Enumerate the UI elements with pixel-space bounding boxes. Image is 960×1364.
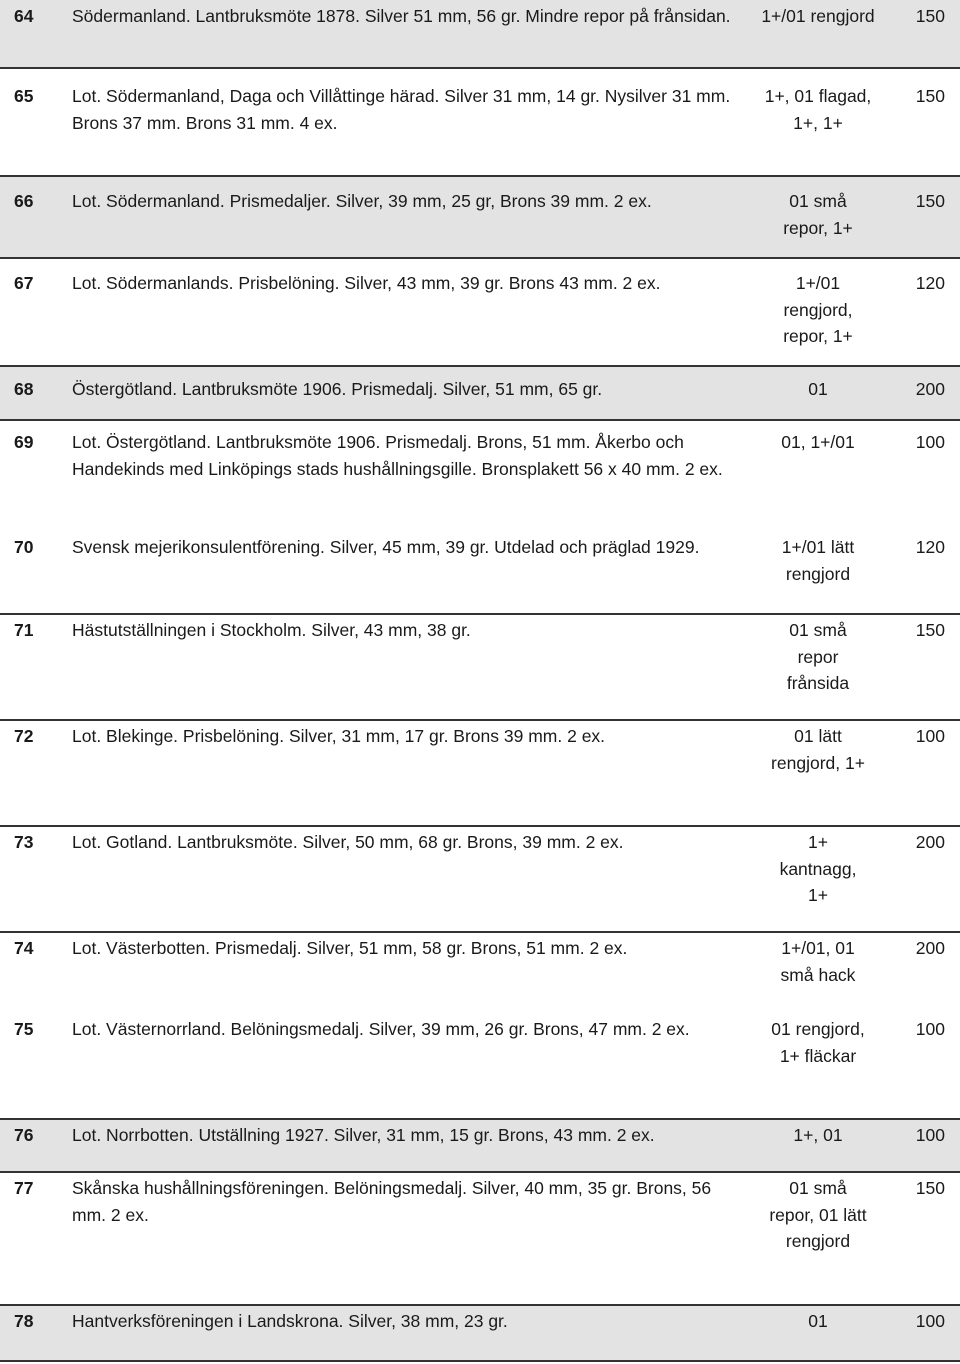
table-row xyxy=(0,721,960,827)
table-row xyxy=(0,827,960,933)
lot-description: Lot. Västerbotten. Prismedalj. Silver, 51 mm, 58 gr. Brons, 51 mm. 2 ex. xyxy=(72,938,628,958)
lot-description: Lot. Gotland. Lantbruksmöte. Silver, 50 mm, 68 gr. Brons, 39 mm. 2 ex. xyxy=(72,832,624,852)
lot-condition: 1+/01 lätt rengjord xyxy=(781,537,855,584)
lot-number: 67 xyxy=(14,273,34,293)
lot-number: 76 xyxy=(14,1125,34,1145)
lot-description: Hantverksföreningen i Landskrona. Silver, 38 mm, 23 gr. xyxy=(72,1311,508,1331)
lot-price: 150 xyxy=(915,191,945,211)
lot-description: Lot. Södermanland, Daga och Villåttinge härad. Silver 31 mm, 14 gr. Nysilver 31 mm. Brons 37 mm. Brons 31 mm. 4 ex. xyxy=(72,86,731,133)
lot-description: Svensk mejerikonsulentförening. Silver, 45 mm, 39 gr. Utdelad och präglad 1929. xyxy=(72,537,700,557)
lot-number: 70 xyxy=(14,537,34,557)
lot-number: 77 xyxy=(14,1178,34,1198)
lot-condition: 1+ kantnagg, 1+ xyxy=(779,832,857,906)
lot-number: 78 xyxy=(14,1311,34,1331)
lot-condition: 01 små repor frånsida xyxy=(786,620,850,694)
lot-price: 150 xyxy=(915,1178,945,1198)
lot-price: 100 xyxy=(915,1019,945,1039)
lot-description: Lot. Norrbotten. Utställning 1927. Silver, 31 mm, 15 gr. Brons, 43 mm. 2 ex. xyxy=(72,1125,655,1145)
lot-price: 100 xyxy=(915,1125,945,1145)
lot-condition: 01 rengjord, 1+ fläckar xyxy=(771,1019,865,1066)
table-row xyxy=(0,1120,960,1173)
table-row xyxy=(0,177,960,259)
lot-condition: 01 xyxy=(808,1311,828,1331)
lot-condition: 01 små repor, 01 lätt rengjord xyxy=(769,1178,867,1252)
lot-number: 73 xyxy=(14,832,34,852)
lot-price: 200 xyxy=(915,938,945,958)
table-row xyxy=(0,1010,960,1120)
lot-price: 120 xyxy=(915,273,945,293)
table-row xyxy=(0,1173,960,1306)
lot-description: Lot. Östergötland. Lantbruksmöte 1906. Prismedalj. Brons, 51 mm. Åkerbo och Handekinds med Linköpings stads hushållningsgille. Bronsplakett 56 x 40 mm. 2 ex. xyxy=(72,432,723,479)
lot-condition: 01, 1+/01 xyxy=(781,432,855,452)
lot-condition: 1+/01 rengjord, repor, 1+ xyxy=(783,273,853,347)
lot-description: Lot. Blekinge. Prisbelöning. Silver, 31 mm, 17 gr. Brons 39 mm. 2 ex. xyxy=(72,726,606,746)
table-row xyxy=(0,933,960,1010)
table-row xyxy=(0,0,960,69)
lot-number: 65 xyxy=(14,86,34,106)
lot-description: Lot. Södermanland. Prismedaljer. Silver, 39 mm, 25 gr, Brons 39 mm. 2 ex. xyxy=(72,191,652,211)
table-row xyxy=(0,526,960,615)
table-row xyxy=(0,421,960,526)
lot-price: 150 xyxy=(915,86,945,106)
lot-number: 75 xyxy=(14,1019,34,1039)
lot-price: 100 xyxy=(915,726,945,746)
lot-price: 100 xyxy=(915,432,945,452)
lot-number: 74 xyxy=(14,938,34,958)
lot-price: 200 xyxy=(915,832,945,852)
lot-number: 71 xyxy=(14,620,34,640)
table-row xyxy=(0,367,960,421)
lot-number: 69 xyxy=(14,432,34,452)
lot-condition: 1+/01 rengjord xyxy=(761,6,875,26)
lot-number: 72 xyxy=(14,726,34,746)
lot-price: 120 xyxy=(915,537,945,557)
lot-condition: 1+/01, 01 små hack xyxy=(780,938,856,985)
table-row xyxy=(0,1306,960,1362)
lot-price: 150 xyxy=(915,620,945,640)
lot-price: 200 xyxy=(915,379,945,399)
lot-description: Östergötland. Lantbruksmöte 1906. Prismedalj. Silver, 51 mm, 65 gr. xyxy=(72,379,603,399)
table-row xyxy=(0,615,960,721)
lot-condition: 1+, 01 flagad, 1+, 1+ xyxy=(764,86,872,133)
lot-condition: 01 lätt rengjord, 1+ xyxy=(771,726,865,773)
lot-price: 100 xyxy=(915,1311,945,1331)
lot-condition: 01 små repor, 1+ xyxy=(783,191,853,238)
lot-price: 150 xyxy=(915,6,945,26)
lot-description: Hästutställningen i Stockholm. Silver, 43 mm, 38 gr. xyxy=(72,620,471,640)
lot-number: 66 xyxy=(14,191,34,211)
lot-condition: 1+, 01 xyxy=(793,1125,843,1145)
lot-description: Lot. Västernorrland. Belöningsmedalj. Silver, 39 mm, 26 gr. Brons, 47 mm. 2 ex. xyxy=(72,1019,690,1039)
table-row xyxy=(0,69,960,177)
lot-number: 64 xyxy=(14,6,34,26)
lot-description: Södermanland. Lantbruksmöte 1878. Silver 51 mm, 56 gr. Mindre repor på frånsidan. xyxy=(72,6,731,26)
lot-condition: 01 xyxy=(808,379,828,399)
table-row xyxy=(0,259,960,367)
lot-number: 68 xyxy=(14,379,34,399)
lot-description: Skånska hushållningsföreningen. Belöningsmedalj. Silver, 40 mm, 35 gr. Brons, 56 mm. 2 ex. xyxy=(72,1178,712,1225)
lot-description: Lot. Södermanlands. Prisbelöning. Silver, 43 mm, 39 gr. Brons 43 mm. 2 ex. xyxy=(72,273,661,293)
